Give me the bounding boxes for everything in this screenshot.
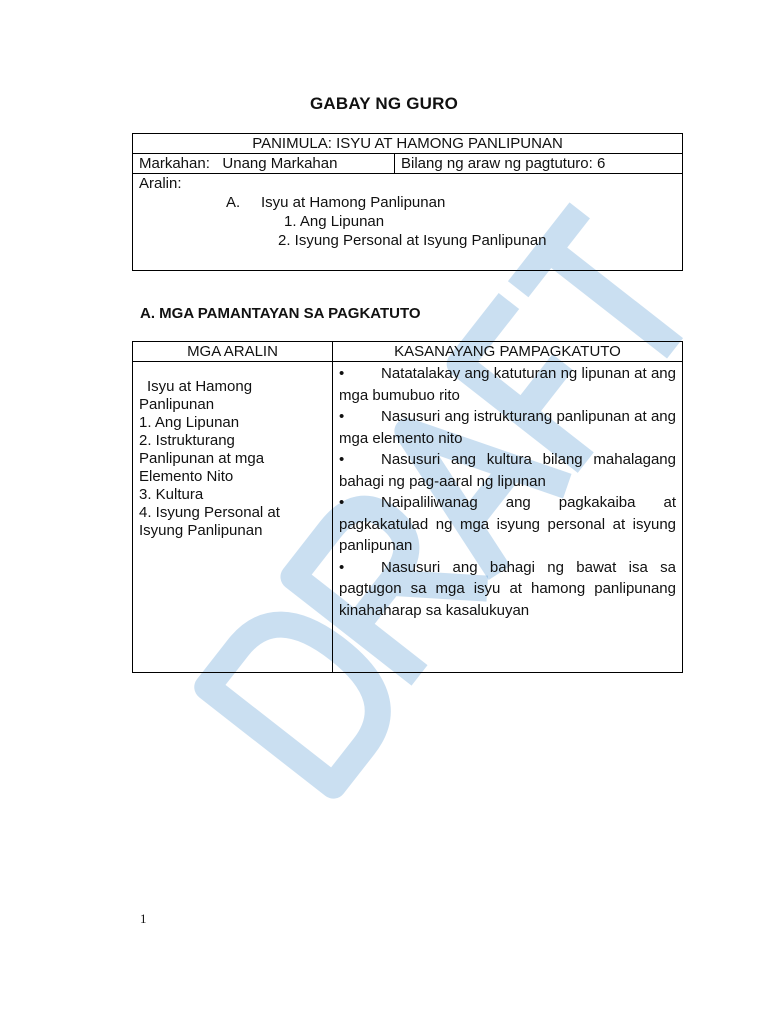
intro-header: PANIMULA: ISYU AT HAMONG PANLIPUNAN — [133, 134, 683, 154]
page-number: 1 — [140, 911, 147, 926]
markahan-value: Unang Markahan — [222, 155, 338, 172]
bilang-ng-araw: Bilang ng araw ng pagtuturo: 6 — [395, 154, 683, 174]
aralin-cell — [133, 174, 683, 271]
aralin-letter: A. — [226, 194, 241, 211]
bullet-icon: • — [339, 558, 345, 576]
intro-table — [132, 133, 683, 271]
mga-aralin-cell — [133, 362, 333, 673]
aralin-line: Elemento Nito — [139, 468, 234, 485]
aralin-list — [139, 362, 332, 540]
aralin-label: Aralin: — [139, 175, 182, 192]
aralin-item: 2. Isyung Personal at Isyung Panlipunan — [278, 232, 547, 249]
kasanayan-cell — [333, 362, 683, 673]
bullet-icon: • — [339, 408, 345, 425]
aralin-line: Isyung Panlipunan — [139, 522, 263, 539]
aralin-line: 3. Kultura — [139, 486, 204, 503]
column-header-mga-aralin: MGA ARALIN — [133, 342, 333, 362]
section-title: A. MGA PAMANTAYAN SA PAGKATUTO — [140, 305, 421, 322]
aralin-title: Isyu at Hamong Panlipunan — [261, 194, 446, 211]
kasanayan-text: Naipaliliwanag ang pagkakaiba at pagkakatulad ng mga isyung personal at isyung panlipunan — [339, 494, 676, 554]
aralin-line: 1. Ang Lipunan — [139, 414, 240, 431]
aralin-line: 4. Isyung Personal at — [139, 504, 280, 521]
aralin-line: Panlipunan at mga — [139, 450, 265, 467]
aralin-topic — [139, 193, 682, 212]
markahan-label: Markahan: — [139, 155, 210, 172]
bullet-icon: • — [339, 451, 345, 468]
kasanayan-item — [339, 557, 676, 622]
bullet-icon: • — [339, 494, 345, 511]
bullet-icon: • — [339, 365, 345, 382]
page-title: GABAY NG GURO — [309, 94, 459, 113]
kasanayan-text: Nasusuri ang bahagi ng bawat isa sa pagtugon sa mga isyu at hamong panlipunang kinahaharap sa kasalukuyan — [339, 558, 676, 619]
aralin-line: 2. Istrukturang — [139, 432, 235, 449]
kasanayan-item — [339, 363, 676, 406]
kasanayan-item — [339, 406, 676, 449]
kasanayan-text: Nasusuri ang kultura bilang mahalagang bahagi ng pag-aaral ng lipunan — [339, 451, 676, 490]
markahan-cell — [133, 154, 395, 174]
column-header-kasanayan: KASANAYANG PAMPAGKATUTO — [333, 342, 683, 362]
aralin-line: Isyu at Hamong — [147, 378, 253, 395]
skills-table — [132, 341, 683, 673]
kasanayan-text: Natatalakay ang katuturan ng lipunan at ang mga bumubuo rito — [339, 365, 676, 404]
kasanayan-text: Nasusuri ang istrukturang panlipunan at ang mga elemento nito — [339, 408, 676, 447]
kasanayan-item — [339, 449, 676, 492]
kasanayan-item — [339, 492, 676, 557]
aralin-item: 1. Ang Lipunan — [284, 213, 385, 230]
aralin-line: Panlipunan — [139, 396, 215, 413]
